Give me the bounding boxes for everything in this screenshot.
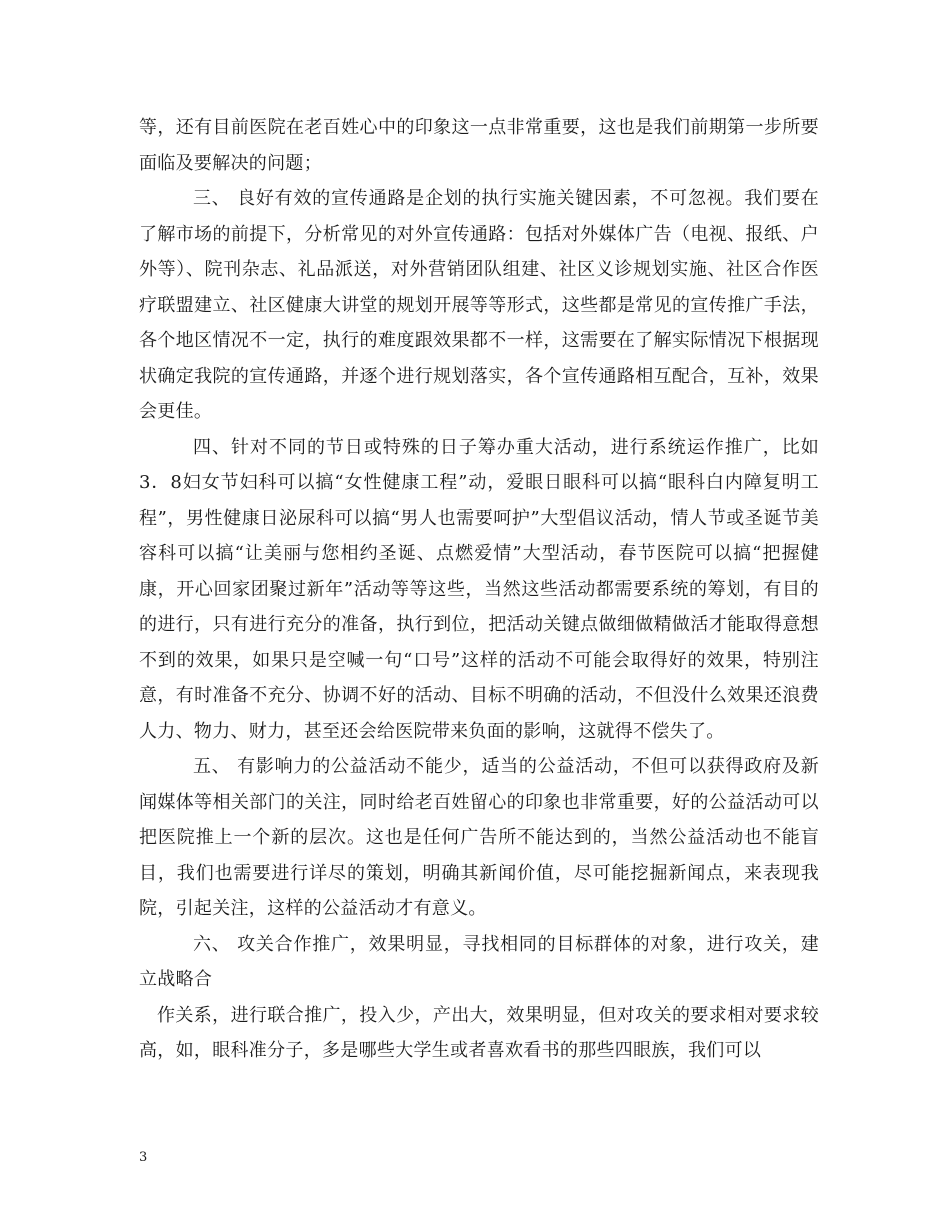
paragraph-section-6-continued: 作关系，进行联合推广，投入少，产出大，效果明显，但对攻关的要求相对要求较高，如，眼科准分子，多是哪些大学生或者喜欢看书的那些四眼族，我们可以 [139,1004,819,1061]
page-number: 3 [139,1150,148,1165]
paragraph-section-3: 三、 良好有效的宣传通路是企划的执行实施关键因素，不可忽视。我们要在了解市场的前提下，分析常见的对外宣传通路：包括对外媒体广告（电视、报纸、户外等）、院刊杂志、礼品派送，对外营销团队组建、社区义诊规划实施、社区合作医疗联盟建立、社区健康大讲堂的规划开展等等形式，这些都是常见的宣传推广手法，各个地区情况不一定，执行的难度跟效果都不一样，这需要在了解实际情况下根据现状确定我院的宣传通路，并逐个进行规划落实，各个宣传通路相互配合，互补，效果会更佳。 [139,188,819,422]
document-body [139,110,819,1069]
paragraph-section-4: 四、针对不同的节日或特殊的日子筹办重大活动，进行系统运作推广，比如3．8妇女节妇科可以搞“女性健康工程”动，爱眼日眼科可以搞“眼科白内障复明工程”，男性健康日泌尿科可以搞“男人也需要呵护”大型倡议活动，情人节或圣诞节美容科可以搞“让美丽与您相约圣诞、点燃爱情”大型活动，春节医院可以搞“把握健康，开心回家团聚过新年”活动等等这些，当然这些活动都需要系统的筹划，有目的的进行，只有进行充分的准备，执行到位，把活动关键点做细做精做活才能取得意想不到的效果，如果只是空喊一句“口号”这样的活动不可能会取得好的效果，特别注意，有时准备不充分、协调不好的活动、目标不明确的活动，不但没什么效果还浪费人力、物力、财力，甚至还会给医院带来负面的影响，这就得不偿失了。 [139,436,819,742]
paragraph-section-5: 五、 有影响力的公益活动不能少，适当的公益活动，不但可以获得政府及新闻媒体等相关部门的关注，同时给老百姓留心的印象也非常重要，好的公益活动可以把医院推上一个新的层次。这也是任何广告所不能达到的，当然公益活动也不能盲目，我们也需要进行详尽的策划，明确其新闻价值，尽可能挖掘新闻点，来表现我院，引起关注，这样的公益活动才有意义。 [139,756,819,919]
paragraph-section-6: 六、 攻关合作推广，效果明显，寻找相同的目标群体的对象，进行攻关，建立战略合 [139,933,819,990]
paragraph-continuation: 等，还有目前医院在老百姓心中的印象这一点非常重要，这也是我们前期第一步所要面临及要解决的问题； [139,117,819,174]
